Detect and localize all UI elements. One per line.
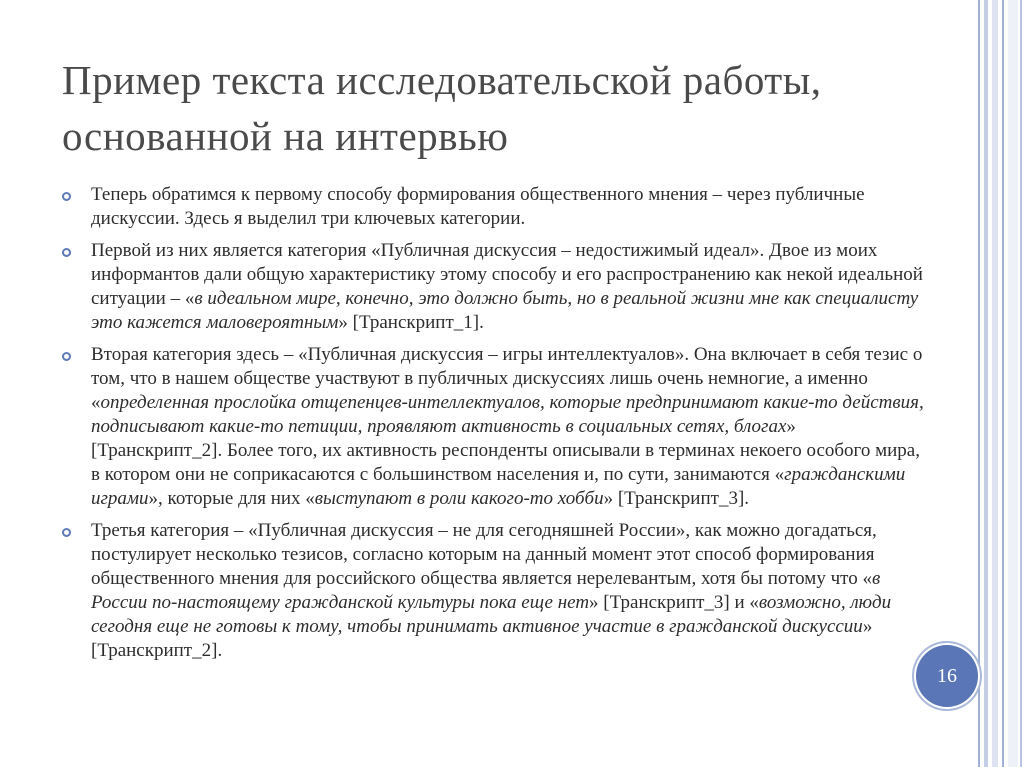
slide-title: Пример текста исследовательской работы, основанной на интервью [62, 57, 822, 159]
bullet-item [60, 519, 930, 663]
paragraph-text: », которые для них « [148, 488, 315, 509]
bullet-item [60, 183, 930, 231]
bullet-item [60, 343, 930, 511]
paragraph-text: Третья категория – «Публичная дискуссия – не для сегодняшней России», как можно догадаться, постулирует несколько тезисов, согласно которым на данный момент этот способ формирования общественного мнения для российского общества является нерелевантым, хотя бы потому что « [91, 520, 877, 589]
quote-text: возможно, люди сегодня еще не готовы к тому, чтобы принимать активное участие в гражданской дискуссии [91, 592, 892, 637]
quote-text: гражданскими играми [91, 464, 906, 509]
paragraph-text: » [Транскрипт_2]. Более того, их активность респонденты описывали в терминах некоего особого мира, в котором они не соприкасаются с большинством населения и, по сути, занимаются « [91, 416, 920, 485]
decorative-side-stripes [978, 0, 1024, 767]
paragraph-text: » [Транскрипт_3] и « [589, 592, 759, 613]
quote-text: определенная прослойка отщепенцев-интеллектуалов, которые предпринимают какие-то действия, подписывают какие-то петиции, проявляют активность в социальных сетях, блогах [91, 392, 924, 437]
bullet-circle-icon [62, 528, 71, 537]
bullet-circle-icon [62, 192, 71, 201]
quote-text: в идеальном мире, конечно, это должно быть, но в реальной жизни мне как специалисту это кажется маловероятным [91, 288, 919, 333]
paragraph-text: Первой из них является категория «Публичная дискуссия – недостижимый идеал». Двое из моих информантов дали общую характеристику этому способу и его распространению как некой идеальной ситуации – « [91, 240, 923, 309]
bullet-circle-icon [62, 352, 71, 361]
paragraph-text: » [Транскрипт_1]. [338, 312, 484, 333]
quote-text: в России по-настоящему гражданской культуры пока еще нет [91, 568, 881, 613]
paragraph-text: » [Транскрипт_3]. [603, 488, 750, 509]
quote-text: выступают в роли какого-то хобби [314, 488, 604, 509]
bullet-list [60, 183, 930, 671]
bullet-item [60, 239, 930, 335]
page-number-badge: 16 [916, 645, 978, 707]
paragraph-text: Вторая категория здесь – «Публичная дискуссия – игры интеллектуалов». Она включает в себя тезис о том, что в нашем обществе участвуют в публичных дискуссиях лишь очень немногие, а именно « [91, 344, 923, 413]
paragraph-text: » [Транскрипт_2]. [91, 616, 873, 661]
bullet-circle-icon [62, 248, 71, 257]
paragraph-text: Теперь обратимся к первому способу формирования общественного мнения – через публичные дискуссии. Здесь я выделил три ключевых категории. [91, 184, 865, 229]
